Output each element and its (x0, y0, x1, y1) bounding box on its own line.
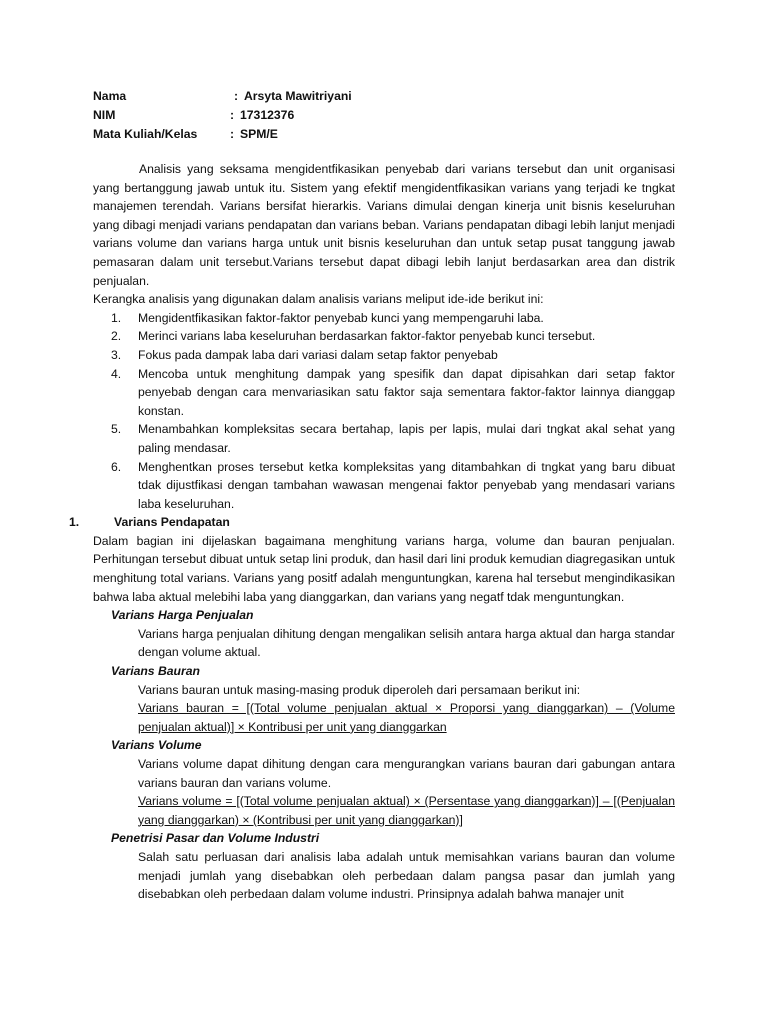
header-row-nim (93, 106, 675, 125)
subsection-title-penetrasi: Penetrisi Pasar dan Volume Industri (111, 831, 320, 846)
list-number: 1. (111, 310, 122, 325)
list-item (93, 365, 675, 421)
header-row-mata-kuliah (93, 125, 675, 144)
list-text: Merinci varians laba keseluruhan berdasarkan faktor-faktor penyebab kunci tersebut. (138, 329, 596, 344)
list-number: 2. (111, 329, 122, 344)
header-value: Arsyta Mawitriyani (244, 89, 352, 103)
list-text: Menambahkan kompleksitas secara bertahap, lapis per lapis, mulai dari tngkat akal sehat yang paling mendasar. (138, 422, 675, 455)
header-value: SPM/E (240, 127, 278, 141)
list-text: Fokus pada dampak laba dari variasi dalam setap faktor penyebab (138, 347, 498, 362)
list-text: Menghentkan proses tersebut ketka kompleksitas yang ditambahkan di tngkat yang baru dibuat tdak dijustfikasi dengan tambahan wawasan mengenai faktor penyebab yang mendasari varians laba keseluruhan. (138, 459, 675, 511)
subsection-body-volume: Varians volume dapat dihitung dengan cara mengurangkan varians bauran dari gabungan antara varians bauran dan varians volume. (138, 757, 675, 790)
section-number: 1. (69, 515, 80, 530)
header-row-nama (93, 87, 675, 106)
subsection-title-bauran: Varians Bauran (111, 664, 200, 679)
document-content (69, 87, 675, 904)
section-body: Dalam bagian ini dijelaskan bagaimana menghitung varians harga, volume dan bauran penjualan. Perhitungan tersebut dibuat untuk setap lini produk, dan hasil dari lini produk kemudian diagregasikan untuk menghitung total varians. Varians yang positf adalah menguntungkan, karena hal tersebut mengindikasikan bahwa laba aktual melebihi laba yang dianggarkan, dan varians yang negatf tdak menguntungkan. (93, 533, 675, 604)
header-label: Mata Kuliah/Kelas (93, 127, 198, 141)
header-separator: : (230, 127, 235, 141)
list-item (93, 327, 675, 346)
header-separator: : (234, 89, 239, 103)
section-title: Varians Pendapatan (114, 515, 230, 530)
section-heading (69, 513, 675, 532)
list-text: Mencoba untuk menghitung dampak yang spesifik dan dapat dipisahkan dari setap faktor penyebab dengan cara menvariasikan satu faktor saja sementara faktor-faktor lainnya dianggap konstan. (138, 366, 675, 418)
subsection-title-volume: Varians Volume (111, 738, 202, 753)
subsection-title-harga: Varians Harga Penjualan (111, 608, 254, 623)
formula-bauran: Varians bauran = [(Total volume penjualan aktual × Proporsi yang dianggarkan) – (Volume penjualan aktual)] × Kontribusi per unit yang dianggarkan (138, 701, 675, 734)
formula-volume: Varians volume = [(Total volume penjualan aktual) × (Persentase yang dianggarkan)] – [(Penjualan yang dianggarkan) × (Kontribusi per unit yang dianggarkan)] (138, 794, 675, 827)
header-separator: : (230, 108, 235, 122)
header-value: 17312376 (240, 108, 295, 122)
subsection-body-bauran: Varians bauran untuk masing-masing produk diperoleh dari persamaan berikut ini: (138, 682, 581, 697)
list-text: Mengidentfikasikan faktor-faktor penyebab kunci yang mempengaruhi laba. (138, 310, 544, 325)
intro-paragraph: Analisis yang seksama mengidentfikasikan penyebab dari varians tersebut dan unit organisasi yang bertanggung jawab untuk itu. Sistem yang efektif mengidentfikasikan varians yang terjadi ke tngkat manajemen terendah. Varians bersifat hierarkis. Varians dimulai dengan kinerja unit bisnis keseluruhan yang dibagi menjadi varians pendapatan dan varians beban. Varians pendapatan dibagi lebih lanjut menjadi varians volume dan varians harga untuk unit bisnis keseluruhan dan untuk setap pusat tanggung jawab pemasaran dalam unit tersebut.Varians tersebut dapat dibagi lebih lanjut berdasarkan area dan distrik penjualan. (93, 162, 675, 288)
subsection-body-harga: Varians harga penjualan dihitung dengan mengalikan selisih antara harga aktual dan harga standar dengan volume aktual. (138, 626, 675, 660)
list-item (93, 420, 675, 457)
list-number: 5. (111, 422, 122, 437)
subsection-body-penetrasi: Salah satu perluasan dari analisis laba adalah untuk memisahkan varians bauran dan volume menjadi jumlah yang disebabkan oleh perbedaan dalam pangsa pasar dan jumlah yang disebabkan oleh perbedaan dalam volume industri. Prinsipnya adalah bahwa manajer unit (138, 849, 675, 902)
framework-intro: Kerangka analisis yang digunakan dalam analisis varians meliput ide-ide berikut ini: (93, 292, 544, 307)
header-label: Nama (93, 89, 127, 103)
list-item (93, 458, 675, 514)
list-number: 4. (111, 366, 122, 381)
framework-steps (93, 309, 675, 514)
list-item (93, 346, 675, 365)
student-header (93, 87, 675, 144)
list-number: 6. (111, 459, 122, 474)
list-item (93, 309, 675, 328)
header-label: NIM (93, 108, 116, 122)
list-number: 3. (111, 347, 122, 362)
